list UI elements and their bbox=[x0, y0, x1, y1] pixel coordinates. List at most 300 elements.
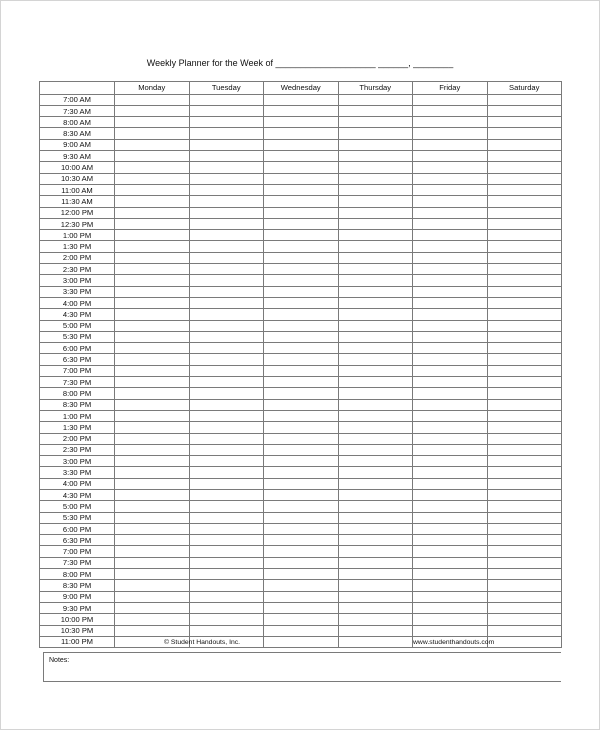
planner-cell-friday[interactable] bbox=[413, 535, 488, 546]
planner-cell-saturday[interactable] bbox=[487, 139, 562, 150]
planner-cell-saturday[interactable] bbox=[487, 218, 562, 229]
planner-cell-thursday[interactable] bbox=[338, 636, 413, 647]
planner-cell-friday[interactable] bbox=[413, 546, 488, 557]
planner-cell-friday[interactable] bbox=[413, 151, 488, 162]
planner-cell-monday[interactable] bbox=[115, 580, 190, 591]
planner-cell-wednesday[interactable] bbox=[264, 557, 339, 568]
planner-cell-friday[interactable] bbox=[413, 523, 488, 534]
planner-cell-wednesday[interactable] bbox=[264, 501, 339, 512]
planner-cell-friday[interactable] bbox=[413, 105, 488, 116]
planner-cell-thursday[interactable] bbox=[338, 467, 413, 478]
planner-cell-saturday[interactable] bbox=[487, 625, 562, 636]
time-row bbox=[40, 105, 562, 116]
planner-cell-friday[interactable] bbox=[413, 399, 488, 410]
planner-cell-saturday[interactable] bbox=[487, 117, 562, 128]
planner-cell-wednesday[interactable] bbox=[264, 433, 339, 444]
planner-cell-wednesday[interactable] bbox=[264, 388, 339, 399]
planner-cell-wednesday[interactable] bbox=[264, 467, 339, 478]
planner-cell-saturday[interactable] bbox=[487, 388, 562, 399]
planner-cell-tuesday[interactable] bbox=[189, 275, 264, 286]
planner-cell-monday[interactable] bbox=[115, 331, 190, 342]
planner-cell-monday[interactable] bbox=[115, 467, 190, 478]
planner-cell-friday[interactable] bbox=[413, 433, 488, 444]
planner-cell-tuesday[interactable] bbox=[189, 399, 264, 410]
planner-cell-tuesday[interactable] bbox=[189, 184, 264, 195]
planner-cell-monday[interactable] bbox=[115, 196, 190, 207]
planner-cell-saturday[interactable] bbox=[487, 354, 562, 365]
planner-cell-monday[interactable] bbox=[115, 320, 190, 331]
planner-cell-friday[interactable] bbox=[413, 117, 488, 128]
planner-cell-friday[interactable] bbox=[413, 275, 488, 286]
planner-cell-thursday[interactable] bbox=[338, 275, 413, 286]
planner-cell-friday[interactable] bbox=[413, 354, 488, 365]
planner-cell-thursday[interactable] bbox=[338, 557, 413, 568]
planner-cell-thursday[interactable] bbox=[338, 546, 413, 557]
planner-cell-tuesday[interactable] bbox=[189, 241, 264, 252]
planner-cell-wednesday[interactable] bbox=[264, 535, 339, 546]
planner-cell-thursday[interactable] bbox=[338, 456, 413, 467]
planner-cell-wednesday[interactable] bbox=[264, 410, 339, 421]
notes-box[interactable] bbox=[43, 652, 561, 682]
planner-cell-saturday[interactable] bbox=[487, 105, 562, 116]
planner-cell-monday[interactable] bbox=[115, 591, 190, 602]
planner-cell-friday[interactable] bbox=[413, 252, 488, 263]
planner-cell-thursday[interactable] bbox=[338, 388, 413, 399]
planner-cell-saturday[interactable] bbox=[487, 557, 562, 568]
planner-cell-tuesday[interactable] bbox=[189, 320, 264, 331]
planner-cell-wednesday[interactable] bbox=[264, 636, 339, 647]
planner-cell-thursday[interactable] bbox=[338, 331, 413, 342]
planner-cell-monday[interactable] bbox=[115, 241, 190, 252]
planner-cell-tuesday[interactable] bbox=[189, 173, 264, 184]
planner-cell-saturday[interactable] bbox=[487, 320, 562, 331]
planner-cell-monday[interactable] bbox=[115, 252, 190, 263]
planner-cell-wednesday[interactable] bbox=[264, 489, 339, 500]
planner-cell-friday[interactable] bbox=[413, 320, 488, 331]
planner-cell-monday[interactable] bbox=[115, 444, 190, 455]
planner-cell-thursday[interactable] bbox=[338, 286, 413, 297]
planner-cell-wednesday[interactable] bbox=[264, 151, 339, 162]
planner-cell-saturday[interactable] bbox=[487, 467, 562, 478]
planner-cell-monday[interactable] bbox=[115, 173, 190, 184]
planner-cell-tuesday[interactable] bbox=[189, 591, 264, 602]
planner-cell-thursday[interactable] bbox=[338, 162, 413, 173]
planner-cell-tuesday[interactable] bbox=[189, 343, 264, 354]
planner-cell-wednesday[interactable] bbox=[264, 94, 339, 105]
planner-cell-tuesday[interactable] bbox=[189, 569, 264, 580]
planner-cell-friday[interactable] bbox=[413, 365, 488, 376]
planner-cell-tuesday[interactable] bbox=[189, 467, 264, 478]
planner-cell-wednesday[interactable] bbox=[264, 614, 339, 625]
planner-cell-friday[interactable] bbox=[413, 173, 488, 184]
planner-cell-saturday[interactable] bbox=[487, 297, 562, 308]
planner-cell-thursday[interactable] bbox=[338, 309, 413, 320]
planner-cell-monday[interactable] bbox=[115, 546, 190, 557]
planner-cell-monday[interactable] bbox=[115, 286, 190, 297]
planner-cell-wednesday[interactable] bbox=[264, 546, 339, 557]
planner-cell-saturday[interactable] bbox=[487, 94, 562, 105]
planner-cell-thursday[interactable] bbox=[338, 523, 413, 534]
planner-cell-monday[interactable] bbox=[115, 309, 190, 320]
planner-cell-wednesday[interactable] bbox=[264, 218, 339, 229]
planner-cell-wednesday[interactable] bbox=[264, 105, 339, 116]
planner-cell-saturday[interactable] bbox=[487, 151, 562, 162]
planner-cell-friday[interactable] bbox=[413, 388, 488, 399]
planner-cell-wednesday[interactable] bbox=[264, 602, 339, 613]
planner-cell-friday[interactable] bbox=[413, 580, 488, 591]
planner-cell-monday[interactable] bbox=[115, 535, 190, 546]
planner-cell-wednesday[interactable] bbox=[264, 569, 339, 580]
planner-cell-wednesday[interactable] bbox=[264, 512, 339, 523]
planner-cell-saturday[interactable] bbox=[487, 343, 562, 354]
planner-cell-tuesday[interactable] bbox=[189, 512, 264, 523]
planner-cell-saturday[interactable] bbox=[487, 512, 562, 523]
planner-cell-tuesday[interactable] bbox=[189, 207, 264, 218]
planner-cell-wednesday[interactable] bbox=[264, 365, 339, 376]
planner-cell-thursday[interactable] bbox=[338, 230, 413, 241]
planner-cell-thursday[interactable] bbox=[338, 184, 413, 195]
planner-cell-friday[interactable] bbox=[413, 569, 488, 580]
planner-cell-friday[interactable] bbox=[413, 410, 488, 421]
planner-cell-tuesday[interactable] bbox=[189, 478, 264, 489]
planner-cell-tuesday[interactable] bbox=[189, 546, 264, 557]
planner-cell-monday[interactable] bbox=[115, 377, 190, 388]
planner-cell-friday[interactable] bbox=[413, 218, 488, 229]
planner-cell-saturday[interactable] bbox=[487, 286, 562, 297]
planner-cell-saturday[interactable] bbox=[487, 331, 562, 342]
planner-cell-friday[interactable] bbox=[413, 309, 488, 320]
planner-cell-friday[interactable] bbox=[413, 331, 488, 342]
planner-cell-wednesday[interactable] bbox=[264, 523, 339, 534]
planner-cell-monday[interactable] bbox=[115, 410, 190, 421]
planner-cell-monday[interactable] bbox=[115, 343, 190, 354]
planner-cell-wednesday[interactable] bbox=[264, 399, 339, 410]
planner-cell-wednesday[interactable] bbox=[264, 377, 339, 388]
planner-cell-monday[interactable] bbox=[115, 117, 190, 128]
planner-cell-monday[interactable] bbox=[115, 433, 190, 444]
planner-cell-friday[interactable] bbox=[413, 422, 488, 433]
planner-cell-thursday[interactable] bbox=[338, 320, 413, 331]
planner-cell-friday[interactable] bbox=[413, 501, 488, 512]
planner-cell-monday[interactable] bbox=[115, 625, 190, 636]
planner-cell-saturday[interactable] bbox=[487, 162, 562, 173]
planner-cell-tuesday[interactable] bbox=[189, 354, 264, 365]
planner-cell-thursday[interactable] bbox=[338, 512, 413, 523]
planner-cell-tuesday[interactable] bbox=[189, 297, 264, 308]
planner-cell-saturday[interactable] bbox=[487, 580, 562, 591]
planner-cell-tuesday[interactable] bbox=[189, 365, 264, 376]
planner-cell-friday[interactable] bbox=[413, 241, 488, 252]
planner-cell-wednesday[interactable] bbox=[264, 162, 339, 173]
planner-cell-thursday[interactable] bbox=[338, 625, 413, 636]
planner-cell-thursday[interactable] bbox=[338, 173, 413, 184]
planner-cell-saturday[interactable] bbox=[487, 196, 562, 207]
planner-cell-tuesday[interactable] bbox=[189, 433, 264, 444]
planner-cell-wednesday[interactable] bbox=[264, 591, 339, 602]
planner-cell-monday[interactable] bbox=[115, 139, 190, 150]
planner-cell-tuesday[interactable] bbox=[189, 151, 264, 162]
planner-cell-wednesday[interactable] bbox=[264, 139, 339, 150]
planner-cell-wednesday[interactable] bbox=[264, 320, 339, 331]
planner-cell-tuesday[interactable] bbox=[189, 557, 264, 568]
planner-cell-saturday[interactable] bbox=[487, 489, 562, 500]
time-slot-label: 8:00 PM bbox=[40, 388, 115, 399]
planner-cell-wednesday[interactable] bbox=[264, 252, 339, 263]
planner-cell-monday[interactable] bbox=[115, 489, 190, 500]
planner-cell-saturday[interactable] bbox=[487, 230, 562, 241]
planner-cell-monday[interactable] bbox=[115, 151, 190, 162]
planner-cell-saturday[interactable] bbox=[487, 636, 562, 647]
time-slot-label: 7:00 PM bbox=[40, 365, 115, 376]
planner-cell-monday[interactable] bbox=[115, 94, 190, 105]
planner-cell-wednesday[interactable] bbox=[264, 196, 339, 207]
planner-cell-friday[interactable] bbox=[413, 602, 488, 613]
planner-cell-tuesday[interactable] bbox=[189, 535, 264, 546]
planner-cell-wednesday[interactable] bbox=[264, 309, 339, 320]
planner-cell-thursday[interactable] bbox=[338, 94, 413, 105]
planner-cell-thursday[interactable] bbox=[338, 207, 413, 218]
planner-cell-thursday[interactable] bbox=[338, 354, 413, 365]
planner-cell-friday[interactable] bbox=[413, 625, 488, 636]
planner-cell-thursday[interactable] bbox=[338, 297, 413, 308]
planner-cell-tuesday[interactable] bbox=[189, 388, 264, 399]
planner-cell-thursday[interactable] bbox=[338, 501, 413, 512]
planner-cell-wednesday[interactable] bbox=[264, 354, 339, 365]
planner-cell-wednesday[interactable] bbox=[264, 444, 339, 455]
planner-cell-tuesday[interactable] bbox=[189, 501, 264, 512]
planner-cell-saturday[interactable] bbox=[487, 264, 562, 275]
planner-cell-thursday[interactable] bbox=[338, 422, 413, 433]
planner-cell-tuesday[interactable] bbox=[189, 264, 264, 275]
planner-cell-monday[interactable] bbox=[115, 602, 190, 613]
planner-cell-wednesday[interactable] bbox=[264, 264, 339, 275]
planner-cell-friday[interactable] bbox=[413, 162, 488, 173]
planner-cell-tuesday[interactable] bbox=[189, 331, 264, 342]
planner-cell-wednesday[interactable] bbox=[264, 230, 339, 241]
planner-cell-thursday[interactable] bbox=[338, 105, 413, 116]
planner-cell-thursday[interactable] bbox=[338, 433, 413, 444]
planner-cell-thursday[interactable] bbox=[338, 365, 413, 376]
planner-cell-tuesday[interactable] bbox=[189, 252, 264, 263]
planner-cell-monday[interactable] bbox=[115, 365, 190, 376]
planner-cell-tuesday[interactable] bbox=[189, 377, 264, 388]
planner-cell-monday[interactable] bbox=[115, 399, 190, 410]
planner-cell-tuesday[interactable] bbox=[189, 94, 264, 105]
planner-cell-monday[interactable] bbox=[115, 275, 190, 286]
planner-cell-monday[interactable] bbox=[115, 422, 190, 433]
planner-cell-monday[interactable] bbox=[115, 478, 190, 489]
planner-cell-friday[interactable] bbox=[413, 444, 488, 455]
planner-cell-wednesday[interactable] bbox=[264, 128, 339, 139]
planner-cell-wednesday[interactable] bbox=[264, 117, 339, 128]
time-row bbox=[40, 478, 562, 489]
planner-cell-tuesday[interactable] bbox=[189, 162, 264, 173]
planner-cell-saturday[interactable] bbox=[487, 241, 562, 252]
planner-cell-saturday[interactable] bbox=[487, 614, 562, 625]
planner-cell-monday[interactable] bbox=[115, 218, 190, 229]
planner-cell-wednesday[interactable] bbox=[264, 331, 339, 342]
planner-cell-monday[interactable] bbox=[115, 184, 190, 195]
planner-cell-friday[interactable] bbox=[413, 591, 488, 602]
planner-cell-thursday[interactable] bbox=[338, 117, 413, 128]
planner-cell-saturday[interactable] bbox=[487, 184, 562, 195]
planner-cell-monday[interactable] bbox=[115, 297, 190, 308]
planner-cell-monday[interactable] bbox=[115, 501, 190, 512]
time-row bbox=[40, 410, 562, 421]
planner-cell-tuesday[interactable] bbox=[189, 456, 264, 467]
planner-cell-wednesday[interactable] bbox=[264, 343, 339, 354]
planner-cell-monday[interactable] bbox=[115, 456, 190, 467]
planner-cell-tuesday[interactable] bbox=[189, 614, 264, 625]
planner-cell-saturday[interactable] bbox=[487, 546, 562, 557]
planner-cell-saturday[interactable] bbox=[487, 275, 562, 286]
planner-cell-tuesday[interactable] bbox=[189, 286, 264, 297]
planner-cell-thursday[interactable] bbox=[338, 196, 413, 207]
planner-cell-thursday[interactable] bbox=[338, 410, 413, 421]
planner-cell-friday[interactable] bbox=[413, 489, 488, 500]
planner-cell-saturday[interactable] bbox=[487, 501, 562, 512]
planner-cell-thursday[interactable] bbox=[338, 602, 413, 613]
planner-cell-monday[interactable] bbox=[115, 388, 190, 399]
planner-cell-friday[interactable] bbox=[413, 377, 488, 388]
planner-cell-friday[interactable] bbox=[413, 456, 488, 467]
planner-cell-wednesday[interactable] bbox=[264, 580, 339, 591]
planner-cell-saturday[interactable] bbox=[487, 591, 562, 602]
planner-cell-wednesday[interactable] bbox=[264, 184, 339, 195]
planner-cell-monday[interactable] bbox=[115, 523, 190, 534]
planner-cell-tuesday[interactable] bbox=[189, 230, 264, 241]
planner-cell-saturday[interactable] bbox=[487, 456, 562, 467]
planner-cell-thursday[interactable] bbox=[338, 614, 413, 625]
planner-cell-thursday[interactable] bbox=[338, 489, 413, 500]
planner-cell-monday[interactable] bbox=[115, 512, 190, 523]
planner-cell-tuesday[interactable] bbox=[189, 580, 264, 591]
planner-cell-saturday[interactable] bbox=[487, 365, 562, 376]
planner-cell-tuesday[interactable] bbox=[189, 489, 264, 500]
planner-cell-wednesday[interactable] bbox=[264, 422, 339, 433]
planner-cell-thursday[interactable] bbox=[338, 151, 413, 162]
planner-cell-thursday[interactable] bbox=[338, 580, 413, 591]
planner-cell-wednesday[interactable] bbox=[264, 286, 339, 297]
planner-cell-saturday[interactable] bbox=[487, 173, 562, 184]
planner-cell-thursday[interactable] bbox=[338, 444, 413, 455]
planner-cell-tuesday[interactable] bbox=[189, 309, 264, 320]
planner-cell-monday[interactable] bbox=[115, 264, 190, 275]
planner-cell-thursday[interactable] bbox=[338, 535, 413, 546]
time-slot-label: 9:00 PM bbox=[40, 591, 115, 602]
planner-cell-saturday[interactable] bbox=[487, 410, 562, 421]
planner-cell-saturday[interactable] bbox=[487, 252, 562, 263]
planner-cell-thursday[interactable] bbox=[338, 591, 413, 602]
planner-cell-thursday[interactable] bbox=[338, 264, 413, 275]
planner-cell-thursday[interactable] bbox=[338, 128, 413, 139]
planner-cell-tuesday[interactable] bbox=[189, 444, 264, 455]
planner-cell-friday[interactable] bbox=[413, 343, 488, 354]
planner-cell-thursday[interactable] bbox=[338, 252, 413, 263]
planner-cell-thursday[interactable] bbox=[338, 399, 413, 410]
planner-cell-friday[interactable] bbox=[413, 184, 488, 195]
planner-cell-thursday[interactable] bbox=[338, 241, 413, 252]
planner-cell-friday[interactable] bbox=[413, 196, 488, 207]
planner-cell-tuesday[interactable] bbox=[189, 422, 264, 433]
planner-cell-friday[interactable] bbox=[413, 512, 488, 523]
planner-cell-wednesday[interactable] bbox=[264, 456, 339, 467]
planner-cell-tuesday[interactable] bbox=[189, 218, 264, 229]
planner-cell-friday[interactable] bbox=[413, 478, 488, 489]
planner-cell-monday[interactable] bbox=[115, 162, 190, 173]
planner-cell-saturday[interactable] bbox=[487, 309, 562, 320]
planner-cell-monday[interactable] bbox=[115, 128, 190, 139]
planner-cell-monday[interactable] bbox=[115, 557, 190, 568]
planner-cell-wednesday[interactable] bbox=[264, 173, 339, 184]
planner-cell-saturday[interactable] bbox=[487, 433, 562, 444]
planner-cell-thursday[interactable] bbox=[338, 218, 413, 229]
planner-cell-saturday[interactable] bbox=[487, 207, 562, 218]
planner-cell-wednesday[interactable] bbox=[264, 241, 339, 252]
planner-cell-monday[interactable] bbox=[115, 614, 190, 625]
planner-cell-tuesday[interactable] bbox=[189, 117, 264, 128]
planner-cell-thursday[interactable] bbox=[338, 343, 413, 354]
planner-cell-friday[interactable] bbox=[413, 94, 488, 105]
planner-cell-thursday[interactable] bbox=[338, 377, 413, 388]
planner-cell-thursday[interactable] bbox=[338, 139, 413, 150]
planner-cell-wednesday[interactable] bbox=[264, 478, 339, 489]
planner-cell-wednesday[interactable] bbox=[264, 625, 339, 636]
planner-cell-saturday[interactable] bbox=[487, 128, 562, 139]
planner-cell-saturday[interactable] bbox=[487, 422, 562, 433]
planner-cell-saturday[interactable] bbox=[487, 399, 562, 410]
planner-cell-monday[interactable] bbox=[115, 354, 190, 365]
planner-cell-wednesday[interactable] bbox=[264, 275, 339, 286]
planner-cell-wednesday[interactable] bbox=[264, 207, 339, 218]
planner-cell-tuesday[interactable] bbox=[189, 105, 264, 116]
planner-cell-thursday[interactable] bbox=[338, 478, 413, 489]
planner-cell-tuesday[interactable] bbox=[189, 602, 264, 613]
planner-cell-tuesday[interactable] bbox=[189, 625, 264, 636]
planner-cell-monday[interactable] bbox=[115, 105, 190, 116]
planner-cell-wednesday[interactable] bbox=[264, 297, 339, 308]
planner-cell-tuesday[interactable] bbox=[189, 196, 264, 207]
planner-cell-friday[interactable] bbox=[413, 467, 488, 478]
planner-cell-tuesday[interactable] bbox=[189, 128, 264, 139]
planner-cell-tuesday[interactable] bbox=[189, 139, 264, 150]
planner-cell-friday[interactable] bbox=[413, 128, 488, 139]
planner-cell-friday[interactable] bbox=[413, 614, 488, 625]
planner-cell-saturday[interactable] bbox=[487, 569, 562, 580]
planner-cell-friday[interactable] bbox=[413, 297, 488, 308]
planner-cell-thursday[interactable] bbox=[338, 569, 413, 580]
planner-cell-saturday[interactable] bbox=[487, 478, 562, 489]
planner-cell-saturday[interactable] bbox=[487, 535, 562, 546]
planner-cell-monday[interactable] bbox=[115, 569, 190, 580]
planner-cell-saturday[interactable] bbox=[487, 444, 562, 455]
planner-cell-friday[interactable] bbox=[413, 264, 488, 275]
planner-cell-saturday[interactable] bbox=[487, 377, 562, 388]
planner-cell-tuesday[interactable] bbox=[189, 410, 264, 421]
planner-cell-friday[interactable] bbox=[413, 230, 488, 241]
planner-cell-friday[interactable] bbox=[413, 557, 488, 568]
planner-cell-monday[interactable] bbox=[115, 207, 190, 218]
planner-cell-friday[interactable] bbox=[413, 139, 488, 150]
planner-cell-monday[interactable] bbox=[115, 230, 190, 241]
planner-cell-friday[interactable] bbox=[413, 207, 488, 218]
planner-cell-saturday[interactable] bbox=[487, 523, 562, 534]
column-header-wednesday: Wednesday bbox=[264, 82, 339, 95]
planner-cell-tuesday[interactable] bbox=[189, 523, 264, 534]
planner-cell-saturday[interactable] bbox=[487, 602, 562, 613]
time-row bbox=[40, 275, 562, 286]
planner-cell-friday[interactable] bbox=[413, 286, 488, 297]
